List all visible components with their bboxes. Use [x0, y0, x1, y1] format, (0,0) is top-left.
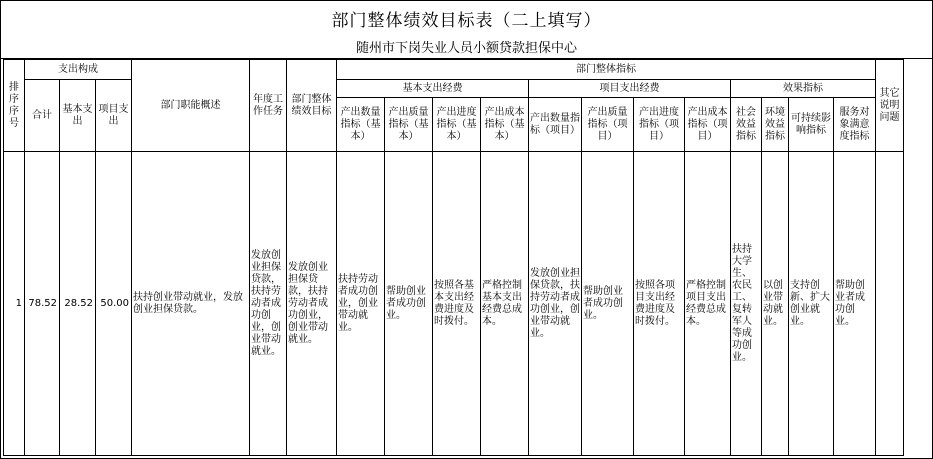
- header-sustain: 可持续影响指标: [789, 98, 834, 152]
- header-indicators: 部门整体指标: [337, 60, 876, 80]
- cell-p-qty: 发放创业担保贷款，扶持劳动者成功创业，创业带动就业。: [529, 152, 582, 456]
- header-p-qty: 产出数量指标（项目）: [529, 98, 582, 152]
- header-social: 社会效益指标: [731, 98, 762, 152]
- header-b-cost: 产出成本指标（基本）: [481, 98, 529, 152]
- header-p-cost: 产出成本指标（项目）: [685, 98, 731, 152]
- header-env: 环境效益指标: [762, 98, 789, 152]
- header-effect: 效果指标: [731, 80, 876, 98]
- cell-sustain: 支持创新、扩大创业就业。: [789, 152, 834, 456]
- header-spending: 支出构成: [25, 60, 132, 80]
- header-satisfaction: 服务对象满意度指标: [834, 98, 876, 152]
- header-b-qual: 产出质量指标（基本）: [385, 98, 433, 152]
- cell-annual-task: 发放创业担保贷款，扶持劳动者成功创业，创业带动就业。: [250, 152, 287, 456]
- header-project-funds: 项目支出经费: [529, 80, 731, 98]
- cell-other: [876, 152, 904, 456]
- header-other: 其它说明问题: [876, 60, 904, 152]
- header-total: 合计: [25, 80, 60, 152]
- cell-p-qual: 帮助创业者成功创业。: [582, 152, 634, 456]
- cell-seq: 1: [4, 152, 25, 456]
- cell-overall-goal: 发放创业担保贷款，扶持劳动者成功创业，创业带动就业。: [287, 152, 337, 456]
- cell-basic: 28.52: [60, 152, 96, 456]
- cell-satisfaction: 帮助创业者成功创业。: [834, 152, 876, 456]
- header-b-qty: 产出数量指标（基本）: [337, 98, 385, 152]
- sheet-title: 部门整体绩效目标表（二上填写）: [331, 11, 602, 31]
- cell-b-qual: 帮助创业者成功创业。: [385, 152, 433, 456]
- cell-b-qty: 扶持劳动者成功创业，创业带动就业。: [337, 152, 385, 456]
- cell-social: 扶持大学生、农民工、复转军人等成功创业。: [731, 152, 762, 456]
- header-duty: 部门职能概述: [132, 60, 250, 152]
- header-p-prog: 产出进度指标（项目）: [634, 98, 685, 152]
- goal-table: [3, 59, 904, 456]
- header-overall-goal: 部门整体绩效目标: [287, 60, 337, 152]
- unit-name: 随州市下岗失业人员小额贷款担保中心: [355, 41, 577, 56]
- header-basic: 基本支出: [60, 80, 96, 152]
- cell-duty: 扶持创业带动就业，发放创业担保贷款。: [132, 152, 250, 456]
- cell-p-prog: 按照各项目支出经费进度及时拨付。: [634, 152, 685, 456]
- header-basic-funds: 基本支出经费: [337, 80, 529, 98]
- cell-total: 78.52: [25, 152, 60, 456]
- cell-p-cost: 严格控制项目支出经费总成本。: [685, 152, 731, 456]
- header-seq: 排序序号: [4, 60, 25, 152]
- header-project: 项目支出: [96, 80, 132, 152]
- cell-b-prog: 按照各基本支出经费进度及时拨付。: [433, 152, 481, 456]
- header-b-prog: 产出进度指标（基本）: [433, 98, 481, 152]
- cell-env: 以创业带动就业。: [762, 152, 789, 456]
- cell-b-cost: 严格控制基本支出经费总成本。: [481, 152, 529, 456]
- cell-project: 50.00: [96, 152, 132, 456]
- header-p-qual: 产出质量指标（项目）: [582, 98, 634, 152]
- header-annual-task: 年度工作任务: [250, 60, 287, 152]
